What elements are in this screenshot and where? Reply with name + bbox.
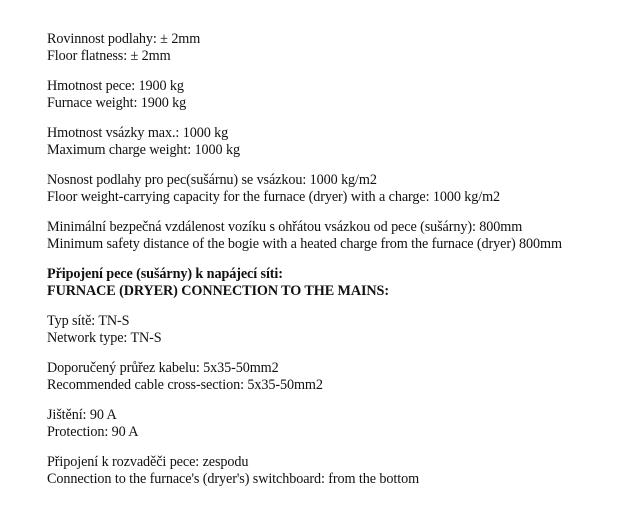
floor-capacity-en: Floor weight-carrying capacity for the furnace (dryer) with a charge: 1000 kg/m2 (47, 188, 501, 205)
floor-flatness-en: Floor flatness: ± 2mm (47, 47, 171, 64)
switchboard-connection-block (47, 454, 627, 487)
mains-connection-heading-en: FURNACE (DRYER) CONNECTION TO THE MAINS: (47, 282, 389, 299)
switchboard-connection-en: Connection to the furnace's (dryer's) switchboard: from the bottom (47, 470, 420, 487)
cable-cross-section-cz: Doporučený průřez kabelu: 5x35-50mm2 (47, 360, 279, 376)
furnace-weight-block (47, 78, 627, 111)
charge-weight-block (47, 125, 627, 158)
furnace-weight-cz: Hmotnost pece: 1900 kg (47, 78, 184, 94)
cable-cross-section-block (47, 360, 627, 393)
safety-distance-cz: Minimální bezpečná vzdálenost vozíku s ohřátou vsázkou od pece (sušárny): 800mm (47, 219, 523, 235)
mains-connection-heading (47, 266, 627, 299)
protection-block (47, 407, 627, 440)
safety-distance-block (47, 219, 627, 252)
furnace-weight-en: Furnace weight: 1900 kg (47, 94, 187, 111)
safety-distance-en: Minimum safety distance of the bogie with a heated charge from the furnace (dryer) 800mm (47, 235, 562, 252)
floor-capacity-cz: Nosnost podlahy pro pec(sušárnu) se vsázkou: 1000 kg/m2 (47, 172, 377, 188)
charge-weight-cz: Hmotnost vsázky max.: 1000 kg (47, 125, 229, 141)
floor-capacity-block (47, 172, 627, 205)
charge-weight-en: Maximum charge weight: 1000 kg (47, 141, 240, 158)
network-type-en: Network type: TN-S (47, 329, 162, 346)
switchboard-connection-cz: Připojení k rozvaděči pece: zespodu (47, 454, 249, 470)
document-body (47, 31, 627, 501)
network-type-block (47, 313, 627, 346)
floor-flatness-cz: Rovinnost podlahy: ± 2mm (47, 31, 201, 47)
protection-en: Protection: 90 A (47, 423, 139, 440)
network-type-cz: Typ sítě: TN-S (47, 313, 130, 329)
mains-connection-heading-cz: Připojení pece (sušárny) k napájecí síti: (47, 266, 283, 282)
floor-flatness-block (47, 31, 627, 64)
cable-cross-section-en: Recommended cable cross-section: 5x35-50mm2 (47, 376, 323, 393)
protection-cz: Jištění: 90 A (47, 407, 117, 423)
